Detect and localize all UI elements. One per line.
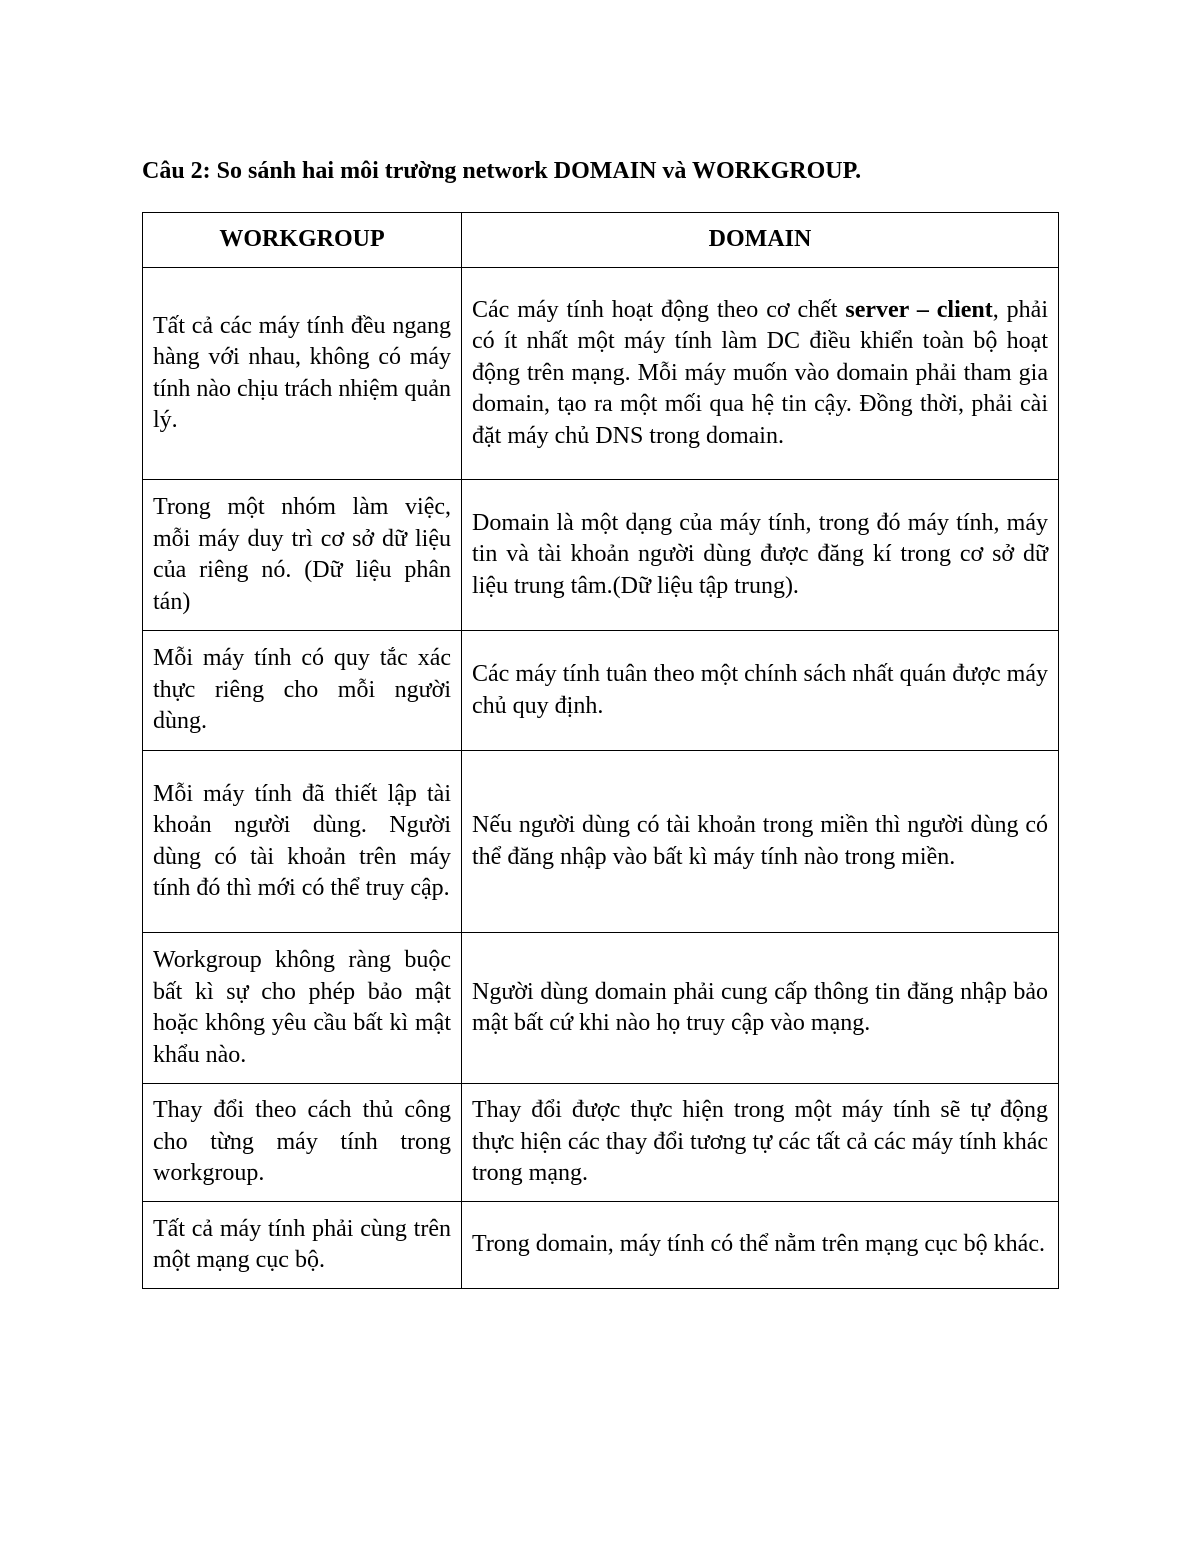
table-row bbox=[143, 1084, 1059, 1202]
table-row bbox=[143, 480, 1059, 631]
header-domain: DOMAIN bbox=[462, 213, 1059, 268]
table-row bbox=[143, 933, 1059, 1084]
table-header-row bbox=[143, 213, 1059, 268]
workgroup-cell: Mỗi máy tính đã thiết lập tài khoản người dùng. Người dùng có tài khoản trên máy tính đó thì mới có thể truy cập. bbox=[143, 751, 462, 933]
domain-cell: Nếu người dùng có tài khoản trong miền thì người dùng có thể đăng nhập vào bất kì máy tính nào trong miền. bbox=[462, 751, 1059, 933]
workgroup-cell: Workgroup không ràng buộc bất kì sự cho phép bảo mật hoặc không yêu cầu bất kì mật khẩu nào. bbox=[143, 933, 462, 1084]
table-row bbox=[143, 751, 1059, 933]
workgroup-cell: Thay đổi theo cách thủ công cho từng máy tính trong workgroup. bbox=[143, 1084, 462, 1202]
workgroup-cell: Tất cả các máy tính đều ngang hàng với nhau, không có máy tính nào chịu trách nhiệm quản lý. bbox=[143, 268, 462, 480]
table-row bbox=[143, 1202, 1059, 1289]
workgroup-cell: Mỗi máy tính có quy tắc xác thực riêng cho mỗi người dùng. bbox=[143, 631, 462, 751]
domain-cell: Trong domain, máy tính có thể nằm trên mạng cục bộ khác. bbox=[462, 1202, 1059, 1289]
domain-text-after: , phải có ít nhất một máy tính làm DC điều khiển toàn bộ hoạt động trên mạng. Mỗi máy muốn vào domain phải tham gia domain, tạo ra một mối qua hệ tin cậy. Đồng thời, phải cài đặt máy chủ DNS trong domain. bbox=[472, 296, 1048, 449]
domain-cell: Người dùng domain phải cung cấp thông tin đăng nhập bảo mật bất cứ khi nào họ truy cập vào mạng. bbox=[462, 933, 1059, 1084]
domain-text-bold: server – client bbox=[845, 296, 993, 323]
table-row bbox=[143, 268, 1059, 480]
table-row bbox=[143, 631, 1059, 751]
question-heading: Câu 2: So sánh hai môi trường network DOMAIN và WORKGROUP. bbox=[142, 158, 862, 184]
domain-cell: Các máy tính tuân theo một chính sách nhất quán được máy chủ quy định. bbox=[462, 631, 1059, 751]
domain-cell bbox=[462, 268, 1059, 480]
workgroup-cell: Tất cả máy tính phải cùng trên một mạng cục bộ. bbox=[143, 1202, 462, 1289]
workgroup-cell: Trong một nhóm làm việc, mỗi máy duy trì cơ sở dữ liệu của riêng nó. (Dữ liệu phân tán) bbox=[143, 480, 462, 631]
domain-cell: Thay đổi được thực hiện trong một máy tính sẽ tự động thực hiện các thay đổi tương tự các tất cả các máy tính khác trong mạng. bbox=[462, 1084, 1059, 1202]
domain-cell: Domain là một dạng của máy tính, trong đó máy tính, máy tin và tài khoản người dùng được đăng kí trong cơ sở dữ liệu trung tâm.(Dữ liệu tập trung). bbox=[462, 480, 1059, 631]
domain-text-before: Các máy tính hoạt động theo cơ chết bbox=[472, 296, 846, 323]
comparison-table bbox=[142, 212, 1059, 1289]
header-workgroup: WORKGROUP bbox=[143, 213, 462, 268]
